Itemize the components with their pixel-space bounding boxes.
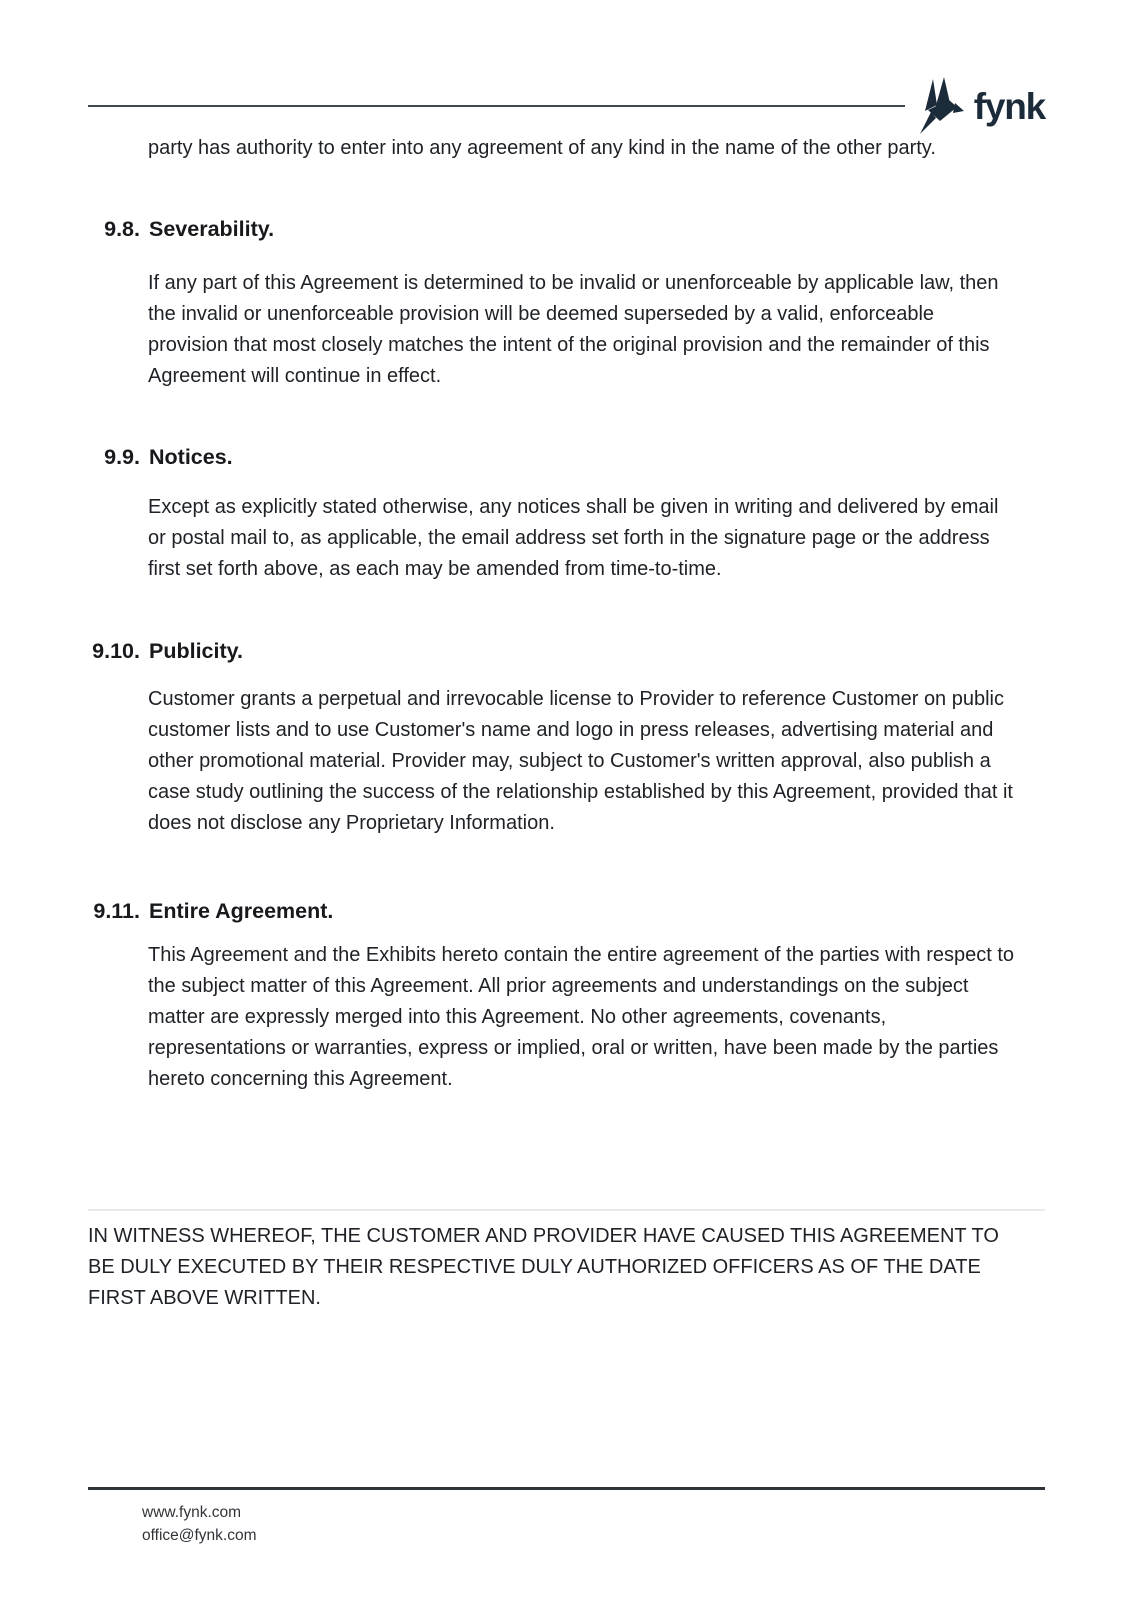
section-number: 9.8. (104, 217, 140, 241)
footer-rule (88, 1487, 1045, 1490)
page-footer (88, 1487, 1045, 1547)
section-number: 9.9. (104, 445, 140, 469)
header-rule (88, 105, 905, 107)
section-title: Entire Agreement. (149, 899, 334, 923)
section-body-notices: Except as explicitly stated otherwise, any notices shall be given in writing and delivered by email or postal mail to, as applicable, the email address set forth in the signature page or the address first set forth above, as each may be amended from time-to-time. (148, 496, 999, 580)
footer-email: office@fynk.com (142, 1527, 257, 1544)
section-heading-severability (88, 214, 274, 245)
section-title: Notices. (149, 445, 233, 469)
fynk-logo-wordmark: fynk (973, 85, 1045, 127)
section-title: Severability. (149, 217, 275, 241)
continuation-paragraph: party has authority to enter into any agreement of any kind in the name of the other party. (148, 137, 936, 159)
section-heading-entire-agreement (88, 896, 333, 927)
witness-clause: IN WITNESS WHEREOF, THE CUSTOMER AND PROVIDER HAVE CAUSED THIS AGREEMENT TO BE DULY EXECUTED BY THEIR RESPECTIVE DULY AUTHORIZED OFFICERS AS OF THE DATE FIRST ABOVE WRITTEN. (88, 1225, 999, 1309)
footer-contact-block (142, 1501, 1045, 1547)
fynk-logo (919, 77, 1045, 135)
section-heading-publicity (88, 636, 243, 667)
footer-website: www.fynk.com (142, 1504, 242, 1521)
page-header (88, 76, 1045, 136)
origami-bird-icon (919, 77, 965, 135)
section-heading-notices (88, 442, 233, 473)
section-body-entire-agreement: This Agreement and the Exhibits hereto contain the entire agreement of the parties with respect to the subject matter of this Agreement. All prior agreements and understandings on the subject matter are expressly merged into this Agreement. No other agreements, covenants, representations or warranties, express or implied, oral or written, have been made by the parties hereto concerning this Agreement. (148, 944, 1015, 1090)
section-body-severability: If any part of this Agreement is determined to be invalid or unenforceable by applicable law, then the invalid or unenforceable provision will be deemed superseded by a valid, enforceable provision that most closely matches the intent of the original provision and the remainder of this Agreement will continue in effect. (148, 272, 999, 387)
section-body-publicity: Customer grants a perpetual and irrevocable license to Provider to reference Customer on public customer lists and to use Customer's name and logo in press releases, advertising material and other promotional material. Provider may, subject to Customer's written approval, also publish a case study outlining the success of the relationship established by this Agreement, provided that it does not disclose any Proprietary Information. (148, 688, 1013, 834)
section-number: 9.11. (93, 899, 140, 923)
section-divider (88, 1209, 1045, 1211)
section-number: 9.10. (92, 639, 140, 663)
section-title: Publicity. (149, 639, 243, 663)
